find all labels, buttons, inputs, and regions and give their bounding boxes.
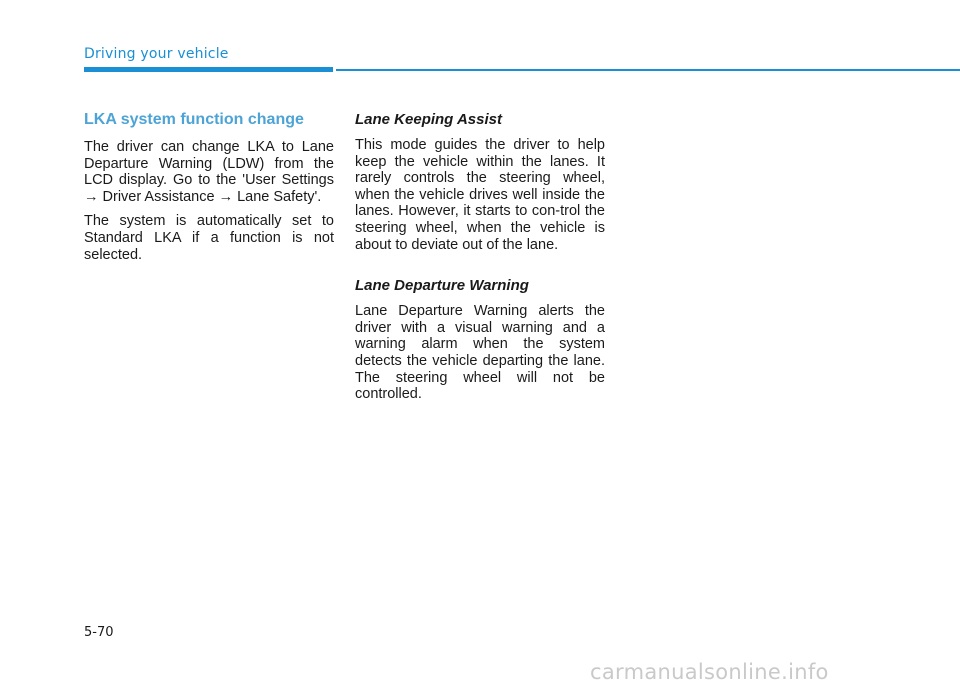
lka-change-paragraph: The driver can change LKA to Lane Departure Warning (LDW) from the LCD display. Go to the 'User Settings → Driver Assistance → Lane Safety'. [84,139,334,205]
right-column [355,110,605,411]
watermark: carmanualsonline.info [590,660,829,684]
page-number: 5-70 [84,625,114,640]
lka-function-change-heading: LKA system function change [84,111,304,128]
lane-keeping-assist-heading: Lane Keeping Assist [355,111,502,128]
lane-departure-warning-text: Lane Departure Warning alerts the driver with a visual warning and a warning alarm when the system detects the vehicle departing the lane. The steering wheel will not be controlled. [355,303,605,403]
header-rule-thin [336,69,960,71]
header-rule-thick [84,67,333,72]
left-column [84,110,334,271]
lane-departure-warning-heading: Lane Departure Warning [355,277,529,295]
lane-keeping-assist-text: This mode guides the driver to help keep the vehicle within the lanes. It rarely controls the steering wheel, when the vehicle drives well inside the lanes. However, it starts to con-trol the steering wheel, when the vehicle is about to deviate out of the lane. [355,137,605,253]
section-header: Driving your vehicle [84,46,229,62]
lka-default-paragraph: The system is automatically set to Standard LKA if a function is not selected. [84,213,334,263]
